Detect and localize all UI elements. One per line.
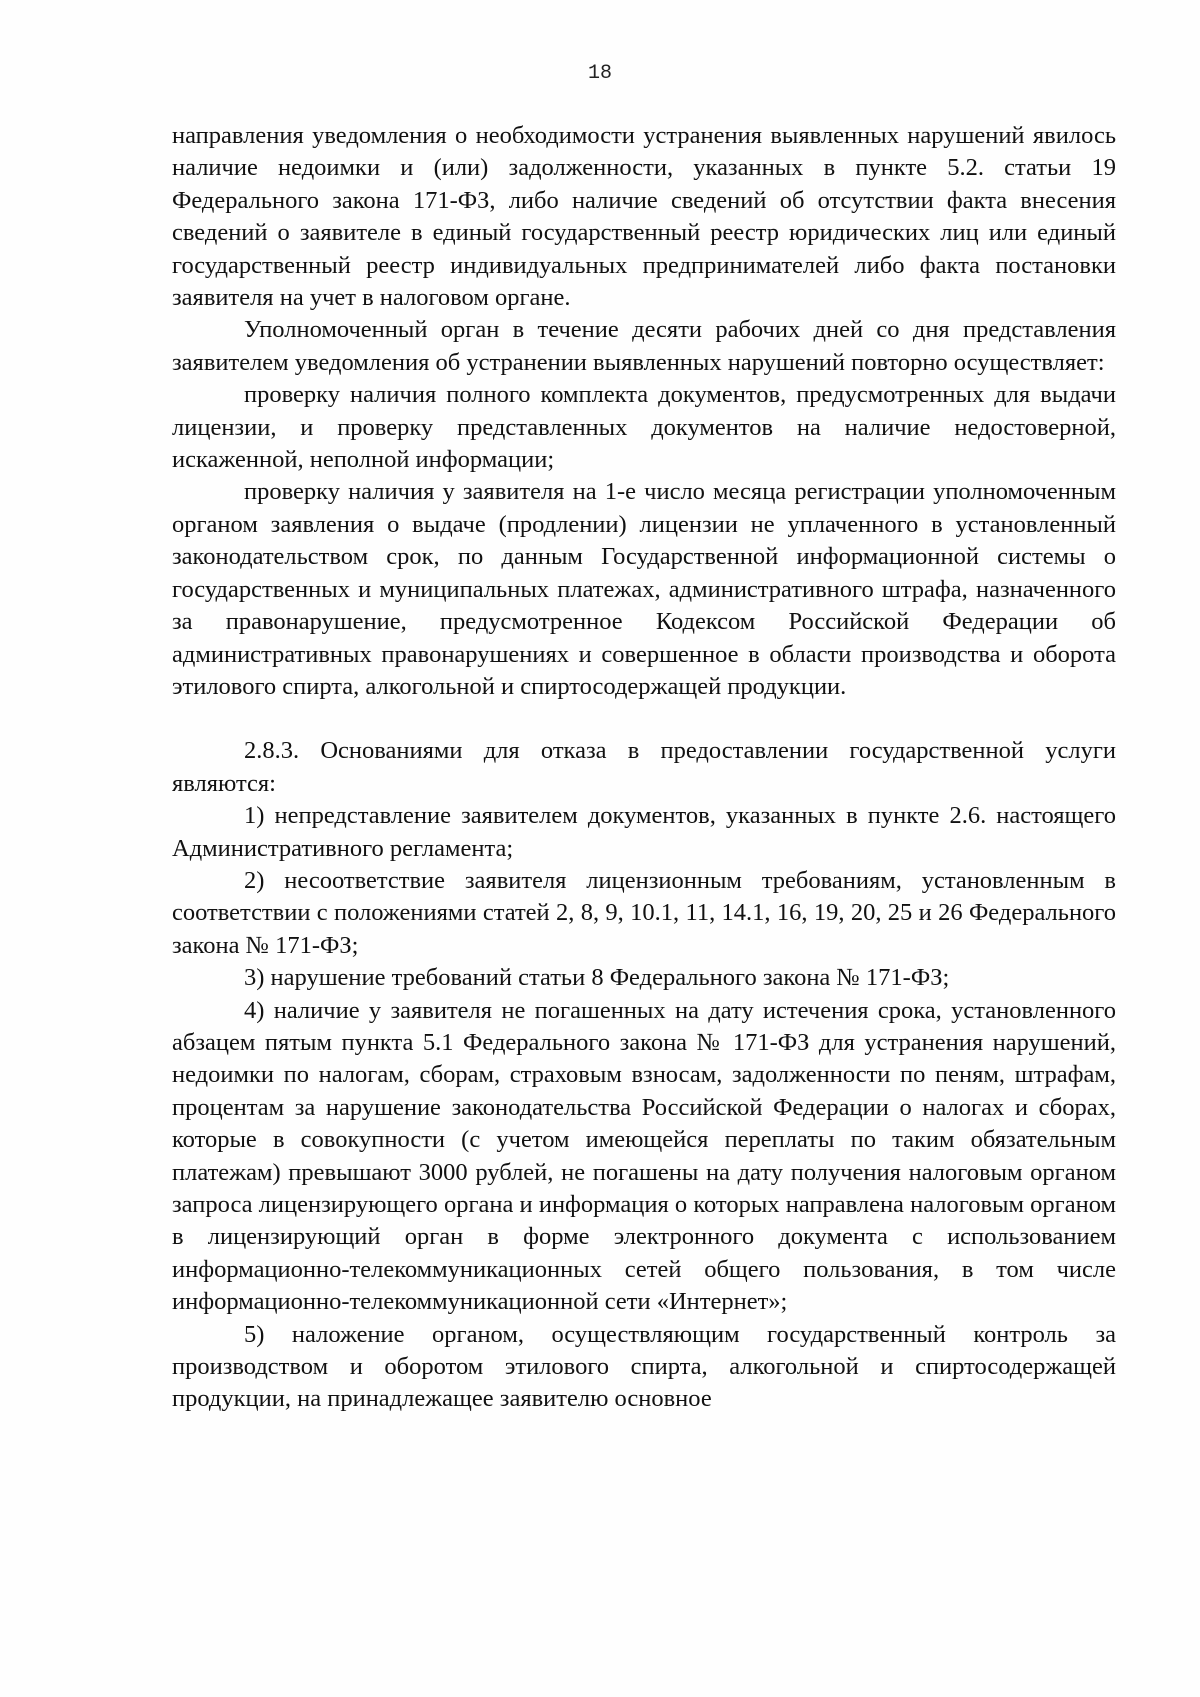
- paragraph-continuation: направления уведомления о необходимости устранения выявленных нарушений явилось наличие недоимки и (или) задолженности, указанных в пункте 5.2. статьи 19 Федерального закона 171-ФЗ, либо наличие сведений об отсутствии факта внесения сведений о заявителе в единый государственный реестр юридических лиц или единый государственный реестр индивидуальных предпринимателей либо факта постановки заявителя на учет в налоговом органе.: [172, 122, 1116, 312]
- paragraph-check-documents: проверку наличия полного комплекта документов, предусмотренных для выдачи лицензии, и проверку представленных документов на наличие недостоверной, искаженной, неполной информации;: [172, 381, 1116, 474]
- list-item-5: 5) наложение органом, осуществляющим государственный контроль за производством и оборотом этилового спирта, алкогольной и спиртосодержащей продукции, на принадлежащее заявителю основное: [172, 1320, 1116, 1413]
- list-item-2: 2) несоответствие заявителя лицензионным требованиям, установленным в соответствии с положениями статей 2, 8, 9, 10.1, 11, 14.1, 16, 19, 20, 25 и 26 Федерального закона № 171-ФЗ;: [172, 866, 1116, 959]
- list-item-3: 3) нарушение требований статьи 8 Федерального закона № 171-ФЗ;: [244, 964, 950, 992]
- paragraph-check-fines: проверку наличия у заявителя на 1-е число месяца регистрации уполномоченным органом заявления о выдаче (продлении) лицензии не уплаченного в установленный законодательством срок, по данным Государственной информационной системы о государственных и муниципальных платежах, административного штрафа, назначенного за правонарушение, предусмотренное Кодексом Российской Федерации об административных правонарушениях и совершенное в области производства и оборота этилового спирта, алкогольной и спиртосодержащей продукции.: [172, 478, 1116, 700]
- page-number: 18: [587, 62, 612, 85]
- section-2-8-3-heading: 2.8.3. Основаниями для отказа в предоставлении государственной услуги являются:: [172, 737, 1116, 797]
- list-item-1: 1) непредставление заявителем документов, указанных в пункте 2.6. настоящего Административного регламента;: [172, 802, 1116, 862]
- paragraph-authorized-body: Уполномоченный орган в течение десяти рабочих дней со дня представления заявителем уведомления об устранении выявленных нарушений повторно осуществляет:: [172, 316, 1116, 376]
- document-body: [172, 120, 1116, 1416]
- list-item-4: 4) наличие у заявителя не погашенных на дату истечения срока, установленного абзацем пятым пункта 5.1 Федерального закона № 171-ФЗ для устранения нарушений, недоимки по налогам, сборам, страховым взносам, задолженности по пеням, штрафам, процентам за нарушение законодательства Российской Федерации о налогах и сборах, которые в совокупности (с учетом имеющейся переплаты по таким обязательным платежам) превышают 3000 рублей, не погашены на дату получения налоговым органом запроса лицензирующего органа и информация о которых направлена налоговым органом в лицензирующий орган в форме электронного документа с использованием информационно-телекоммуникационных сетей общего пользования, в том числе информационно-телекоммуникационной сети «Интернет»;: [172, 996, 1116, 1316]
